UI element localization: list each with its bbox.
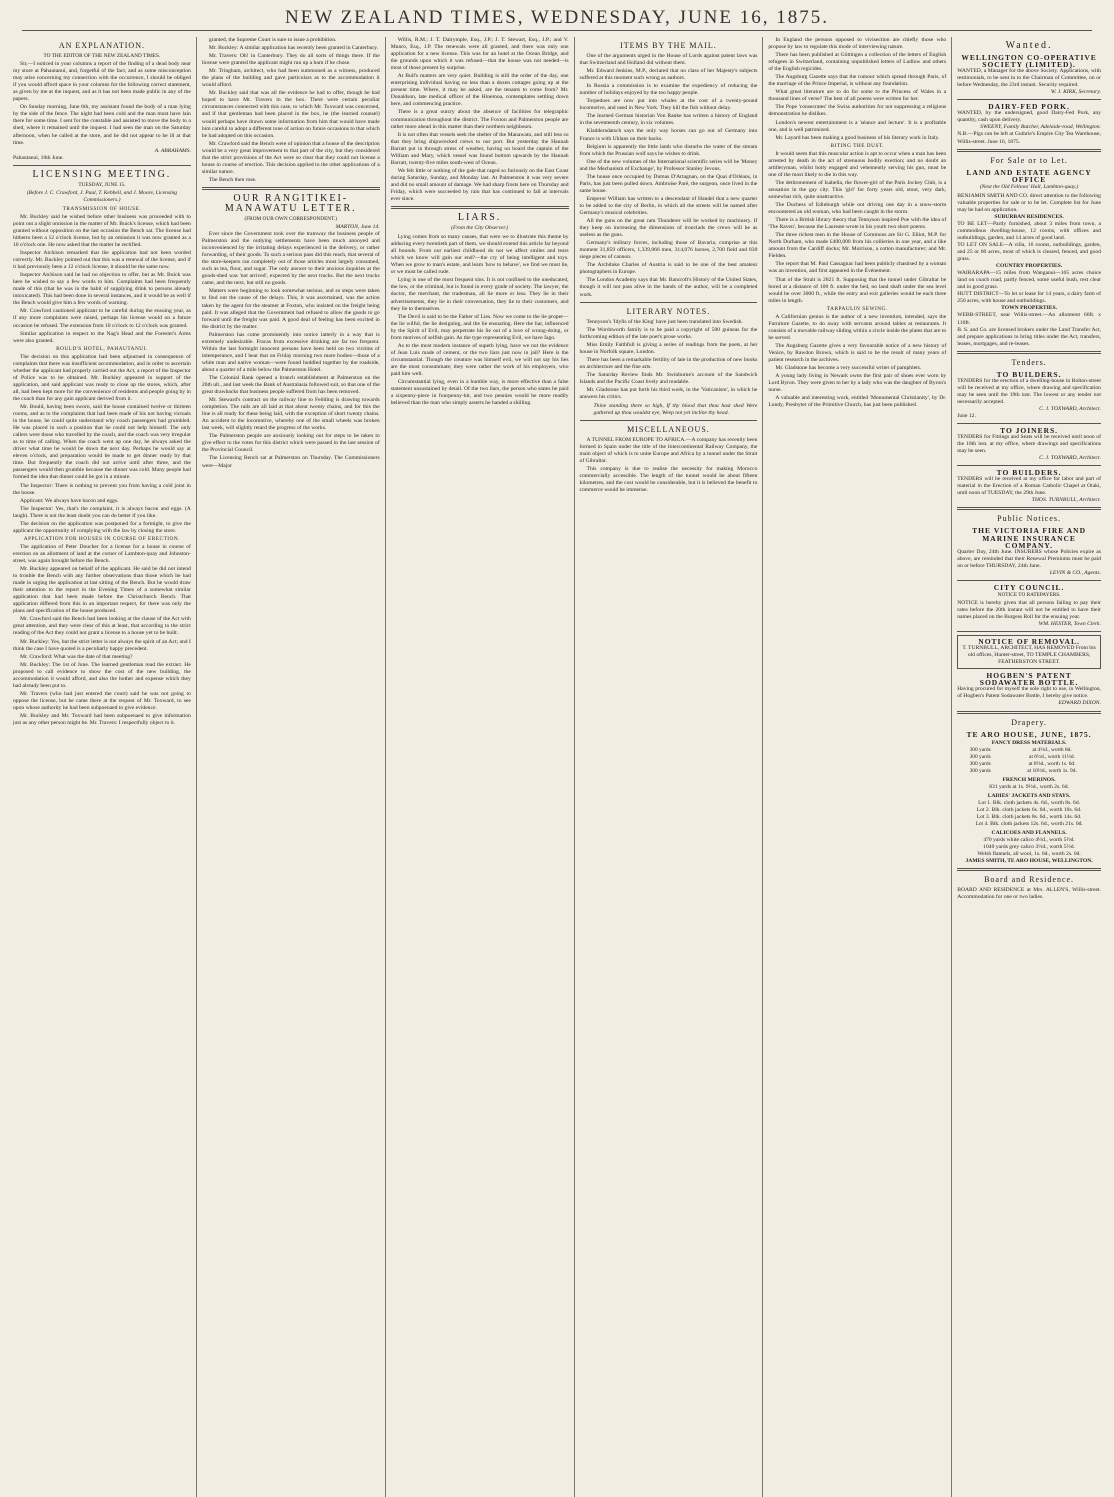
licensing-continued: Mr. Buckley: A similar application has recently been granted in Canterbury.	[208, 45, 379, 52]
literary-item: The Saturday Review finds Mr. Swinburne's account of the Sandwich Islands and the Pacific Coast lively and readable.	[579, 371, 758, 385]
price-value: at 10½d., worth 1s. 9d.	[1027, 767, 1077, 774]
news-item: In England the persons opposed to vivisection are chiefly those who propose by law to regulate this mode of interviewing nature.	[768, 37, 947, 51]
rangitikei-paragraph: Palmerston has come prominently into notice latterly in a way that is extremely undesirable. Fracas from excessive drinking are far too frequent. Within the last fortnight innocent persons have been held on two victims of intemperance, and I hear that on Friday morning two more bodies—those of a white man and native woman—were found huddled together by the roadside, about a quarter of a mile below the Palmerston Hotel.	[201, 331, 380, 373]
rangitikei-paragraph: Ever since the Government took over the tramway the business people of Palmerston and the outlying settlements have been much annoyed and inconvenienced by the irritating delays experienced in the delivery, or rather forwarding, of their goods. To such a serious pass did this reach, that several of the store-keepers ran completely out of those articles most largely consumed, such as tea, flour, and sugar. The only answer to their anxious inquiries at the goods-shed was 'not arrived', expected by the next trucks. But the next trucks came, and the next, but still no goods.	[201, 231, 380, 287]
price-line: Lot 4. Blk. cloth jackets 12s. 6d., worth 21s. 0d.	[975, 821, 1083, 828]
ad-body: WANTED, by the undersigned, good Dairy-Fed Pork, any quantity, cash upon delivery.	[957, 110, 1101, 124]
price-row	[957, 768, 1101, 775]
price-line: Welsh flannels, all wool, 1s. 6d., worth 2s. 0d.	[977, 851, 1081, 858]
liars-paragraph: Circumstantial lying, even in a humble way, is more effective than a false statement unsustained by detail. Of the two liars, the person who states he paid a sixpenny-piece in fourpenny-bit, and two pennies would be more readily believed than the man who simply asserts he handed a shilling.	[390, 379, 569, 407]
rangitikei-continued: There is a great outcry about the absence of facilities for telegraphic communication throughout the district. The Foxton and Palmerston people are rather more ahead in this matter than their northern neighbours.	[390, 109, 569, 130]
licensing-paragraph: Mr. Bould, having been sworn, said the house contained twelve or thirteen rooms, and as to the complaints that had been made of his not having victuals in the house, he could quite understand why coach passengers had grumbled. He was placed in such a position that he could not help himself. The only callers were those who travelled by the coach, and the coach was very irregular as to time of calling. When the coach went up one day, he always asked the driver what time he would be down the next day. Perhaps he would say at eleven o'clock, and preparation would be made to get dinner ready by that time. But frequently the coach did not arrive until after three, and the passengers would then grumble because the dinner was cold. Many people had formed the idea that dinner could be got in a minute.	[13, 404, 191, 481]
rangitikei-paragraph: Mr. Steward's contract on the railway line to Feilding is drawing towards completion. The rails are all laid at that about twenty chains, and for this the line is all ready for these being laid, with the exception of short twenty chains. An accident to the locomotive, whereby one of the small wheels was broken last week, will slightly retard the progress of the works.	[201, 397, 380, 432]
rangitikei-subheading: (FROM OUR OWN CORRESPONDENT.)	[244, 215, 338, 222]
ad-title: THE VICTORIA FIRE AND MARINE INSURANCE COMPANY.	[972, 526, 1087, 550]
advertisement	[957, 731, 1101, 866]
literary-item: Miss Emily Faithfull is giving a series of readings from the poets, at her house in Norfolk square, London.	[579, 341, 758, 355]
column-2	[197, 37, 386, 1497]
rangitikei-continued: We felt little or nothing of the gale that raged so furiously on the East Coast during Saturday, Sunday, and Monday last. At Palmerston it was very severe and did no small amount of damage. We had sharp frosts here on Thursday and Friday, which were succeeded by rain that has continued to fall at intervals ever since.	[390, 167, 569, 203]
board-heading: Board and Residence.	[984, 875, 1075, 885]
miscellaneous-heading: MISCELLANEOUS.	[627, 425, 710, 435]
ad-title: TO BUILDERS.	[996, 369, 1062, 379]
mail-item: The London Academy says that Mr. Bancroft's History of the United States, though it will not pass alive in the hands of the author, will be a completed work.	[579, 277, 758, 298]
licensing-paragraph: Mr. Crawford said the Bench had been looking at the clause of the Act with great attention, and they were clear of this at least, that according to the strict reading of the Act they could not grant a license to a house yet to be built.	[13, 616, 191, 637]
divider	[957, 507, 1101, 510]
price-row	[957, 761, 1101, 768]
licensing-subheading: APPLICATION FOR HOUSES IN COURSE OF ERECTION.	[23, 535, 181, 542]
licensing-paragraph: The decision on the application was postponed for a fortnight, to give the applicant the opportunity of complying with the law by closing the store.	[13, 520, 191, 534]
ad-title: NOTICE OF REMOVAL.	[978, 637, 1080, 647]
ad-title: TO BUILDERS.	[996, 468, 1062, 478]
news-item: Mr. Layard has been making a good business of his literary work in Italy.	[775, 134, 940, 141]
ad-signature: WM. HESTER, Town Clerk.	[1038, 621, 1101, 628]
news-item: Mr. Gladstone has become a very successful writer of pamphlets.	[775, 365, 922, 372]
divider	[580, 420, 758, 421]
ad-body: WAIRARAPA—15 miles from Wanganui—165 acres choice land on coach road, partly fenced, some useful bush, rest clear and in good grass.	[957, 270, 1101, 291]
rangitikei-heading: OUR RANGITIKEI-MANAWATU LETTER.	[224, 192, 357, 214]
drapery-heading: Drapery.	[1011, 717, 1047, 727]
liars-paragraph: Lying is one of the most frequent sins. It is not confined to the uneducated, the low, or the criminal, but is found in every grade of society. The lawyer, the doctor, the merchant, the tradesman, all lie more or less. They lie in their advertisements, they lie in their conversation, they lie to their customers, and they lie to themselves.	[390, 277, 569, 312]
liars-paragraph: The Devil is said to be the Father of Lies. Now we come to the lie proper—the lie wilful, the lie designing, and the lie ensnaring. Here the liar, influenced by the Spirit of Evil, may perpetrate his lie out of a love of wrong-doing, or from motives of selfish gain. As the type representing Evil, we have Iago.	[390, 313, 569, 341]
licensing-subheading: BOULD'S HOTEL, PAHAUTANUI.	[56, 345, 148, 352]
licensing-paragraph: Mr. Buckley said he wished before other business was proceeded with to point out a slight omission in the matter of Mr. Buick's license, which had been granted without opposition on the last occasion the Bench sat. The license had hitherto been a 12 o'clock license, but by an omission it was now granted as a 10 o'clock one. He now asked that the matter be rectified.	[13, 213, 191, 248]
literary-item: Mr. Gladstone has put forth his third work, in the 'Vaticanism', in which he answers his critics.	[579, 386, 758, 401]
ad-signature: THOS. TURNBULL, Architect.	[1031, 497, 1101, 504]
miscellaneous-item: This company is due to realise the necessity for making Morocco commercially accessible. The length of the tunnel would be about fifteen kilometres, and the cost would be considerable, but it is believed the benefit to commerce would be immense.	[579, 466, 758, 494]
advertisement	[957, 54, 1101, 96]
divider	[957, 868, 1101, 871]
ad-note: N.B.—Pigs can be left at Guthrie's Empire City Tea Warehouse, Willis-street. June 16, 1875.	[957, 131, 1101, 145]
ad-title: WELLINGTON CO-OPERATIVE SOCIETY (LIMITED).	[961, 53, 1097, 70]
advertisement	[957, 635, 1101, 669]
news-item: What great literature are to do for some to the Princess of Wales in a thousand lines of verse? The best of all poems were written for her.	[768, 89, 947, 103]
price-section: LADIES' JACKETS AND STAYS.	[987, 792, 1071, 799]
mail-item: The learned German historian Von Ranke has written a history of England in the seventeenth century, in six volumes.	[579, 113, 758, 127]
mail-item: Emperor William has written to a descendant of Handel that a new quarter to be added to the city of Berlin, in which all the streets will be named after Germany's musical celebrities.	[579, 195, 758, 216]
ad-section: TOWN PROPERTIES.	[1001, 305, 1058, 312]
licensing-paragraph: Mr. Buckley: Yes, but the strict letter is not always the spirit of an Act; and I think the case I have quoted is a peculiarly happy precedent.	[13, 638, 191, 652]
price-section: FRENCH MERINOS.	[1002, 776, 1056, 783]
news-item: The Augsburg Gazette gives a very favourable notice of a new history of Venice, by Rawdon Brown, which is said to be the result of many years of patient research in the archives.	[768, 342, 947, 364]
ad-signature: SWEENY, Family Butcher, Adelaide-road, Wellington.	[980, 124, 1101, 131]
advertisement	[957, 584, 1101, 628]
explanation-place: Pahautanui, 10th June.	[13, 154, 64, 161]
ad-section: SUBURBAN RESIDENCES.	[994, 213, 1064, 220]
divider	[580, 302, 758, 303]
price-row	[957, 754, 1101, 761]
rangitikei-continued: Willis, R.M.; J. T. Dalrymple, Esq., J.P.; J. T. Stewart, Esq., J.P.; and V. Munro, Esq., J.P. The renewals were all granted, and there was only one application for a new license. This was for an hotel at the Ocean Bridge, and the grounds upon which it was refused—that the house was not needed—is most of those present by surprise.	[390, 37, 569, 72]
advertisement	[957, 469, 1101, 504]
news-item: There is a British library theory that Tennyson inspired Poe with the idea of 'The Raven', because the Laureate wrote in his youth two short poems.	[768, 217, 947, 231]
licensing-paragraph: Mr. Travers (who had just entered the court) said he was not going to oppose the license, but he came there at the request of Mr. Toxward, to see upon whose authority he had been subpoenaed to give evidence.	[13, 690, 191, 711]
news-item: The dethronement of Isabella, the flower-girl of the Paris Jockey Club, is a sensation in the gay city. This 'girl' for forty years old, stout, very dark, somewhat rich, quite unattractive.	[768, 179, 947, 200]
licensing-paragraph: Similar application in respect to the Nag's Head and the Forester's Arms were also granted.	[13, 330, 191, 344]
divider	[957, 423, 1101, 424]
news-item: A valuable and interesting work, entitled 'Monumental Christianity', by Dr. Lundy, Presbyter of the Primitive Church, has just been published.	[768, 395, 947, 409]
liars-subheading: (From the City Observer.)	[451, 225, 509, 232]
advertisement	[957, 169, 1101, 348]
news-item: The report that M. Paul Cassagnac had been publicly chastised by a woman was an invention, and first appeared in the Événement.	[768, 261, 947, 275]
price-qty: 300 yards	[969, 760, 991, 767]
liars-paragraph: As to the most modern instance of superb lying, have we not the evidence of Jean Luis made of cement, or the two liars just now in jail? Here is the circumstantial. Though the creature was himself evil, we will not say his lies are the most consummate; they were rather the work of his employers, who paid him well.	[390, 342, 569, 377]
mail-item: The Archduke Charles of Austria is said to be one of the best amateur photographers in Europe.	[579, 262, 758, 276]
advertisement	[957, 672, 1101, 707]
licensing-paragraph: Mr. Crawford: What was the date of that meeting?	[20, 653, 133, 660]
rangitikei-paragraph: The Colonial Bank opened a branch establishment at Palmerston on the 26th ult., and last week the Bank of Australasia followed suit, so that one of the great drawbacks that business people suffered from has been removed.	[201, 374, 380, 396]
news-item: The Augsburg Gazette says that the rumour which spread through Paris, of the marriage of the Prince Imperial, is without any foundation.	[768, 74, 947, 88]
column-4	[575, 37, 764, 1497]
divider	[391, 206, 569, 209]
ad-body: T. TURNBULL, ARCHITECT, HAS REMOVED From his old offices, Hunter-street, TO TEMPLE CHAMBERS, FEATHERSTON STREET.	[962, 645, 1096, 666]
mail-item: All the guns on the great ram Thunderer will be worked by machinery. If they keep on increasing the dimensions of ironclads the crews will be as useless as the guns.	[579, 218, 758, 239]
rangitikei-paragraph: Matters were beginning to look somewhat serious, and so steps were taken to find out the cause of the delays. This, it was ascertained, was the action taken by the agent for the steamer at Foxton, who insisted on the freight being paid. It was alleged that the Government had refused to allow the goods to go forward until the freight was paid. A good deal of feeling has been excited in the district by the matter.	[201, 288, 380, 330]
advertisement	[957, 103, 1101, 145]
ad-body: Quarter Day, 24th June. INSURERS whose Policies expire as above, are reminded that their Renewal Premiums must be paid on or before THURSDAY, 24th June.	[957, 548, 1101, 569]
advertisement	[957, 527, 1101, 576]
rangitikei-dateline: MARTON, June 14.	[335, 223, 380, 230]
ad-section: COUNTRY PROPERTIES.	[995, 263, 1063, 270]
liars-paragraph: Lying comes from so many causes, that were we to illustrate this theme by adducing every twentieth part of them, we should extend this article far beyond all bounds. From our earliest childhood do not we affect smiles and tears which we know will gain our end?—the cry of being intelligent and toys. When we grow to man's estate, and learn 'how to behave', we find we must lie, or we must be called rude.	[390, 234, 569, 276]
divider	[202, 187, 380, 190]
column-6-advertisements	[952, 37, 1106, 1497]
divider	[957, 351, 1101, 354]
ad-body: TO BE LET—Partly furnished, about 3 miles from town, a commodious dwelling-house, 12 rooms, with offices and outbuildings, garden, and 14 acres of good land.	[957, 220, 1101, 241]
advertisement	[957, 371, 1101, 420]
licensing-paragraph: Mr. Crawford cautioned applicant to be careful during the ensuing year, as if any more complaints were raised, perhaps his license would on a future occasion be refused. The extension from 10 o'clock to 12 o'clock was granted.	[13, 308, 191, 329]
ad-title: HOGBEN'S PATENT SODAWATER BOTTLE.	[979, 671, 1079, 688]
columns	[8, 37, 1106, 1497]
news-item: It would seem that this muscular action is apt to occur when a man has been arrested by death in the act of strenuous bodily exertion; and no doubt an artilleryman, whilst hotly engaged and vehemently serving his gun, must be one of the most likely to die in this way.	[768, 150, 947, 178]
explanation-subheading: TO THE EDITOR OF THE NEW ZEALAND TIMES.	[43, 53, 161, 59]
ad-body: Having procured for myself the sole right to use, in Wellington, of Hogben's Patent Sodawater Bottle, I hereby give notice.	[957, 686, 1101, 700]
licensing-bench: (Before J. C. Crawford, J. Paul, T. Kebbell, and J. Moore, Licensing Commissioners.)	[26, 189, 178, 203]
ad-subtitle: NOTICE TO RATEPAYERS.	[997, 591, 1061, 598]
price-value: at 8½d., worth 1s. 6d.	[1028, 760, 1076, 767]
ad-body: BENJAMIN SMITH AND CO. direct attention to the following valuable properties for sale or to be let. Complete list for June may be had on application.	[957, 192, 1101, 213]
ad-title: TO JOINERS.	[1000, 426, 1059, 436]
for-sale-heading: For Sale or to Let.	[990, 155, 1068, 165]
wanted-heading: Wanted.	[1005, 40, 1053, 51]
ad-signature: W. J. KIRK, Secretary.	[1050, 89, 1101, 96]
literary-item: There has been a remarkable fertility of late in the production of new books on architecture and the fine arts.	[579, 356, 758, 370]
licensing-continued: Mr. Tringham, architect, who had been summoned as a witness, produced the plans of the building and gave particulars as to the accommodation it would afford.	[201, 68, 380, 89]
divider	[957, 149, 1101, 152]
mail-item: One of the new volumes of the International scientific series will be 'Money and the Mechanism of Exchange', by Professor Stanley Jevons.	[579, 158, 758, 172]
divider	[957, 465, 1101, 466]
divider	[13, 165, 191, 166]
ad-body: WANTED, a Manager for the above Society. Applications, with testimonials, to be sent in to the Chairman of Committee, on or before Wednesday, the 23rd instant. Security required.	[957, 68, 1101, 89]
divider	[957, 631, 1101, 632]
ad-signature: EDWARD DIXON.	[1058, 700, 1101, 707]
explanation-signature: A. ABRAHAMS.	[154, 147, 191, 154]
licensing-continued: Mr. Travers: Oh! in Canterbury. They do all sorts of things there. If the license were granted the applicant might run up a barn if he chose.	[201, 53, 380, 67]
miscellaneous-item: A TUNNEL FROM EUROPE TO AFRICA.—A company has recently been formed in Spain under the title of the Intercontinental Railway Company, the main object of which is to unite Europe and Africa by a tunnel under the Strait of Gibraltar.	[579, 437, 758, 465]
ad-body: BOARD AND RESIDENCE at Mrs. ALLEN'S, Willis-street. Accommodation for one or two ladies.	[957, 887, 1101, 901]
news-subheading: TARPAULIN SEWING.	[826, 305, 888, 312]
rangitikei-paragraph: The Palmerston people are anxiously looking out for steps to be taken to give effect to the votes for this district which were passed in the last session of the Provincial Council.	[201, 433, 380, 454]
ad-signature: C. J. TOXWARD, Architect.	[1039, 405, 1101, 412]
licensing-paragraph: Mr. Buckley appeared on behalf of the applicant. He said he did not intend to trouble the Bench with any further observations than those which he had made in urging the application at last sitting of the Bench. But he would draw their attention to the report in the Evening Times of a somewhat similar application that had been made before the Christchurch Bench. That application differed from this in an important respect, for there was only the plans and specification of the house produced.	[13, 566, 191, 615]
liars-heading: LIARS.	[457, 212, 502, 224]
ad-subtitle: (Next the Old Fellows' Hall, Lambton-quay.)	[979, 183, 1079, 190]
ad-body: NOTICE is hereby given that all persons failing to pay their rates before the 20th instant will not be entitled to have their names placed on the Burgess Roll for the ensuing year.	[957, 599, 1101, 620]
price-qty: 300 yards	[969, 746, 991, 753]
rangitikei-continued: At Bull's matters are very quiet. Building is still the order of the day, one enterprising individual having no less than a dozen cottages going up at the present time. Where, it may be asked, are the tenants to come from? Mr. Donaldson, late medical officer of the Hinemoa, contemplates settling down here, and commencing practice.	[390, 73, 569, 108]
ad-body: B. S. and Co. are licensed brokers under the Land Transfer Act, and prepare applications to bring titles under the Act, transfers, leases, mortgages, and re-leases.	[957, 326, 1101, 347]
ad-title: CITY COUNCIL.	[993, 582, 1065, 592]
news-item: There has been published at Göttingen a collection of the letters of English refugees in Switzerland, containing unpublished letters of Ludlow and others of the English regicides.	[768, 52, 947, 73]
ad-body: TENDERS will be received at my office for labor and part of material in the Erection of a Roman Catholic Chapel at Otaki, until noon of TUESDAY, the 29th June.	[957, 476, 1101, 497]
news-item: London's newest entertainment is a 'séance and lecture'. It is a profitable one, and is well patronized.	[768, 119, 947, 133]
ad-title: DAIRY-FED PORK.	[988, 102, 1070, 112]
ad-body: TO LET ON SALE—A villa, 16 rooms, outbuildings, garden, and 25 or 60 acres, most of which is cleared, fenced, and good grass.	[957, 241, 1101, 263]
divider	[957, 99, 1101, 100]
tenders-heading: Tenders.	[1011, 357, 1047, 367]
price-section: CALICOES AND FLANNELS.	[991, 830, 1067, 837]
literary-heading: LITERARY NOTES.	[626, 306, 711, 316]
price-value: at 4½d., worth 8d.	[1032, 746, 1072, 753]
divider	[957, 580, 1101, 581]
public-notices-heading: Public Notices.	[997, 514, 1062, 524]
price-line: 470 yards white calico 4½d., worth 5½d.	[983, 837, 1075, 844]
column-3	[386, 37, 575, 1497]
licensing-paragraph: Applicant: We always have bacon and eggs.	[20, 497, 119, 504]
licensing-date: TUESDAY, JUNE 15.	[78, 181, 126, 188]
licensing-subheading: TRANSMISSION OF HOUSE.	[62, 205, 142, 212]
licensing-paragraph: Mr. Buckley and Mr. Toxward had been subpoenaed to give information just as any other person might be. Mr. Travers: I respectfully object to it.	[13, 712, 191, 727]
mail-item: Belgium is apparently the little lamb who disturbs the water of the stream from which the Prussian wolf says he wishes to drink.	[579, 143, 758, 157]
news-item: The Duchess of Edinburgh while out driving one day in a snow-storm encountered an old woman, who had been caught in the storm.	[768, 202, 947, 216]
ad-signature: JAMES SMITH, TE ARO HOUSE, WELLINGTON.	[965, 858, 1093, 865]
mail-item: One of the arguments urged in the House of Lords against patent laws was that Switzerland and Holland did without them.	[579, 53, 758, 67]
licensing-continued: Mr. Crawford said the Bench were of opinion that a house of the description would be a very great improvement to that part of the city, but they considered that the strict provisions of the Act were so clear that they could not license a house in course of erection. This decision applied to the other applications of a similar nature.	[201, 140, 380, 175]
ad-date: June 12.	[957, 412, 976, 419]
price-section: FANCY DRESS MATERIALS.	[991, 739, 1067, 746]
price-line: 831 yards at 1s. 9½d., worth 2s. 6d.	[989, 783, 1069, 790]
ad-signature: C. J. TOXWARD, Architect.	[1039, 455, 1101, 462]
rangitikei-continued: It is not often that vessels seek the shelter of the Manawatu, and still less so that they bring shipwrecked crews to our port. But yesterday the Hannah Barratt put in through stress of weather, having on board the captain of the William and Mary, which vessel was found bottom upwards by the Hannah Barratt, twenty-five miles south-west of Ocean.	[390, 131, 569, 166]
news-item: That of the Strait is 2821 ft. Supposing that the tunnel under Gibraltar be bored at a distance of 100 ft. under the bed, no land shaft under the sea level would be over 3000 ft., while the entry and exit galleries would be each three miles in length.	[768, 276, 947, 304]
mail-item: Torpedoes are now put into whales at the cost of a twenty-pound locomotive, and used in New York. They kill the fish without delay.	[579, 98, 758, 112]
price-line: Lot 1. Blk. cloth jackets 4s. 6d., worth 8s. 6d.	[978, 799, 1081, 806]
column-5	[763, 37, 952, 1497]
price-value: at 6½d., worth 11½d.	[1029, 753, 1075, 760]
ad-body: TENDERS for the erection of a dwelling-house in Bolton-street will be received at my office, where drawing and specification may be seen until the 19th inst. The lowest or any tender not necessarily accepted.	[957, 377, 1101, 405]
mail-item: Kladderadatsch says the only way horses can go out of Germany into France is with Uhlans on their backs.	[579, 128, 758, 142]
mail-item: The house once occupied by Dumas D'Artagnan, on the Quai d'Orléans, in Paris, has just been pulled down. Ambroise Paré, the surgeon, once lived in the same house.	[579, 173, 758, 194]
price-row	[957, 747, 1101, 754]
divider	[957, 711, 1101, 714]
news-subheading: BITING THE DUST.	[830, 142, 885, 149]
column-1	[8, 37, 197, 1497]
explanation-text-2: On Sunday morning, June 6th, my assistant found the body of a man lying by the side of the fence. The night had been cold and the man must have lain there for some time. I sent for the constable and assisted to move the body to a shed, where it remained until the inquest. I had seen the man on the Saturday afternoon, when he called at the store, and he did not appear to be ill at that time.	[13, 104, 191, 146]
licensing-paragraph: Inspector Atchison said he had no objection to offer, but as Mr. Buick was here he wished to say a few words to him. Complaints had been frequently made of this (that he was in the habit of supplying drink to persons already intoxicated). This had been done in several instances, and it would be as well if the Bench would give him a few words of warning.	[13, 272, 191, 307]
news-item: A young lady living in Newark owns the first pair of shoes ever worn by Lord Byron. They were given to her by a lady who was the daughter of Byron's nurse.	[768, 373, 947, 394]
mail-item: In Russia a commission is to examine the expediency of reducing the number of holidays enjoyed by the too happy people.	[579, 83, 758, 97]
mail-item: Mr. Edward Jenkins, M.P., declared that no class of her Majesty's subjects suffered at this moment such wrong as authors.	[579, 68, 758, 82]
mail-heading: ITEMS BY THE MAIL.	[620, 41, 717, 50]
mail-item: Germany's military forces, including those of Bavaria, comprise at this moment 31,859 officers, 1,339,066 men, 314,076 horses, 2,700 field and 830 siege pieces of cannon.	[579, 240, 758, 261]
news-item: The Pope 'consecrates' the Swiss authorities for not suppressing a religious demonstration he dislikes.	[768, 104, 947, 118]
ad-body: HUTT DISTRICT—To let or lease for 14 years, a dairy farm of 250 acres, with house and outbuildings.	[957, 291, 1101, 305]
ad-title: LAND AND ESTATE AGENCY OFFICE	[966, 167, 1092, 184]
licensing-continued: granted, the Supreme Court is sure to issue a prohibition.	[208, 37, 337, 43]
ad-body: TENDERS for Fittings and Seats will be received until noon of the 18th inst. at my office, where drawings and specifications may be seen.	[957, 434, 1101, 455]
licensing-continued: Mr. Buckley said that was all the evidence he had to offer, though he had hoped to have Mr. Travers in the box. There were certain peculiar circumstances connected with this case, to which Mr. Toxward was concerned, and if that gentleman had been placed in the box, he (the learned counsel) would perhaps have drawn some information from him that would have made him careful to adopt a different tone of action on future occasions to that which he had adopted on this occasion.	[201, 90, 380, 139]
price-qty: 300 yards	[969, 753, 991, 760]
licensing-paragraph: The Inspector: Yes, that's the complaint, it is always bacon and eggs. (A laugh). There is not the least doubt you can do better if you like.	[13, 505, 191, 519]
price-line: 1040 yards grey calico 3½d., worth 5½d.	[983, 844, 1075, 851]
news-item: The three richest men in the House of Commons are Sir G. Elliot, M.P. for North Durham, who made £400,000 from his collieries in one year, and a like amount from the Cardiff docks; Mr. Morrison, a cotton manufacturer; and Mr. Fielden.	[768, 232, 947, 260]
ad-title: TE ARO HOUSE, JUNE, 1875.	[966, 729, 1092, 739]
licensing-paragraph: The application of Peter Doucher for a license for a house in course of erection on an allotment of land at the corner of Lambton-quay and Johnston-street, was again brought before the Bench.	[13, 543, 191, 564]
news-item: A Californian genius is the author of a new invention, intended, says the Furniture Gazette, to do away with servants around tables at restaurants. It consists of a movable railway sliding within a circle inside the plates that are to be served.	[768, 313, 947, 341]
masthead: NEW ZEALAND TIMES, WEDNESDAY, JUNE 16, 1875.	[22, 6, 1092, 31]
price-line: Lot 2. Blk. cloth jackets 6s. 6d., worth 10s. 6d.	[976, 806, 1082, 813]
explanation-text: Sir,—I noticed in your columns a report of the finding of a dead body near my store at Pahautanui, and, forgetful of the fact, and as some misconception may arise concerning my connection with the occurrence, I should be obliged if you would afford space in your columns for the following correct statement, as given by me at the inquest, and as it has not been made public in any of the papers.	[13, 61, 191, 103]
price-table	[957, 747, 1101, 775]
literary-item: Tennyson's 'Idylls of the King' have just been translated into Swedish.	[586, 318, 743, 325]
price-qty: 300 yards	[969, 767, 991, 774]
ad-signature: LEVIN & CO., Agents.	[1049, 569, 1101, 576]
licensing-paragraph: The Inspector: There is nothing to prevent you from having a cold joint in the house.	[13, 482, 191, 496]
licensing-paragraph: Inspector Atchison remarked that the application had not been worded correctly. Mr. Buckley pointed out that this was a renewal of the license, and if it had previously been a 12 o'clock license, it should be the same now.	[13, 250, 191, 271]
licensing-paragraph: Mr. Buckley: The 1st of June. The learned gentleman read the extract. He proposed to call evidence to show the cost of the new building, the accommodation it would afford, and also the bother and expense which they had already been put to.	[13, 661, 191, 689]
literary-item: The Wordsworth family is to be paid a copyright of 500 guineas for the forthcoming edition of the late poet's prose works.	[579, 326, 758, 340]
licensing-continued: The Bench then rose.	[208, 176, 257, 183]
advertisement	[957, 427, 1101, 462]
rangitikei-paragraph: The Licensing Bench sat at Palmerston on Thursday. The Commissioners were—Major	[201, 455, 380, 469]
price-line: Lot 3. Blk. cloth jackets 8s. 6d., worth 14s. 6d.	[976, 814, 1082, 821]
ad-body: WEBB-STREET, near Willis-street.—An allotment 66ft. x 110ft.	[957, 312, 1101, 326]
literary-verse: Thine standing there so high, If thy blood that thou hast shed Were gathered up thou wouldst eye, Weep not yet incline thy head.	[593, 403, 758, 417]
licensing-paragraph: The decision on this application had been adjourned in consequence of complaints that there was insufficient accommodation, and in order to ascertain whether the applicant had properly carried out the Act, a report of the Inspector of Police was to be obtained. Mr. Buckley appeared in support of the application, and said applicant was ready to close up the stores, which, after all, had been kept more for the convenience of residents and people going by in the coach than for any gain applicant derived from it.	[13, 353, 191, 402]
licensing-heading: LICENSING MEETING.	[32, 168, 172, 180]
explanation-heading: AN EXPLANATION.	[58, 41, 145, 50]
